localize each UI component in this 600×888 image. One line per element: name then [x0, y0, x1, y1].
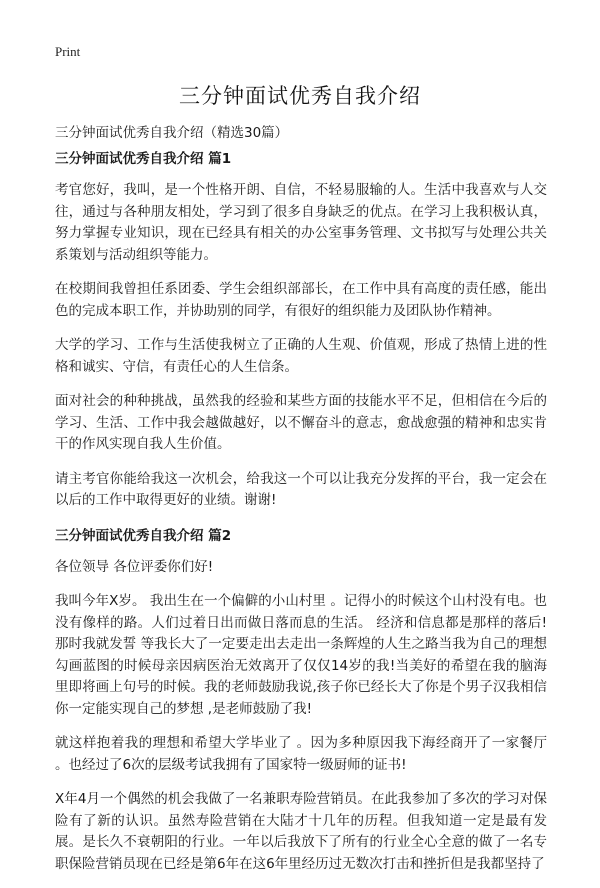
document-body	[55, 148, 547, 888]
paragraph: X年4月一个偶然的机会我做了一名兼职寿险营销员。在此我参加了多次的学习对保险有了新的认识。虽然寿险营销在大陆才十几年的历程。但我知道一定是最有发展。是长久不衰朝阳的行业。一年以后我放下了所有的行业全心全意的做了一名专职保险营销员现在已经是第6年在这6年里经历过无数次打击和挫折但是我都坚持了	[55, 791, 547, 872]
paragraph: 就这样抱着我的理想和希望大学毕业了 。因为多种原因我下海经商开了一家餐厅 。也经过了6次的层级考试我拥有了国家特一级厨师的证书!	[55, 735, 547, 773]
page-subtitle: 三分钟面试优秀自我介绍（精选30篇）	[55, 125, 289, 141]
paragraph: 各位领导 各位评委你们好!	[55, 558, 214, 575]
paragraph: 我叫今年X岁。 我出生在一个偏僻的小山村里 。记得小的时候这个山村没有电。也没有像样的路。人们过着日出而做日落而息的生活。 经济和信息都是那样的落后!那时我就发誓 等我长大了一定要走出去走出一条辉煌的人生之路当我为自己的理想勾画蓝图的时候母亲因病医治无效离开了仅仅14岁的我!当美好的希望在我的脑海里即将画上句号的时候。我的老师鼓励我说,孩子你已经长大了你是个男子汉我相信你一定能实现自己的梦想 ,是老师鼓励了我!	[55, 593, 547, 717]
paragraph: 面对社会的种种挑战，虽然我的经验和某些方面的技能水平不足，但相信在今后的学习、生活、工作中我会越做越好，以不懈奋斗的意志，愈战愈强的精神和忠实肯干的作风实现自我人生价值。	[55, 393, 547, 452]
section-heading: 三分钟面试优秀自我介绍 篇1	[55, 151, 232, 167]
paragraph: 在校期间我曾担任系团委、学生会组织部部长，在工作中具有高度的责任感，能出色的完成本职工作，并协助别的同学，有很好的组织能力及团队协作精神。	[55, 281, 547, 319]
page-title: 三分钟面试优秀自我介绍	[179, 84, 421, 108]
section-heading: 三分钟面试优秀自我介绍 篇2	[55, 527, 232, 544]
paragraph: 大学的学习、工作与生活使我树立了正确的人生观、价值观，形成了热情上进的性格和诚实、守信，有责任心的人生信条。	[55, 337, 547, 375]
paragraph: 请主考官你能给我这一次机会，给我这一个可以让我充分发挥的平台，我一定会在以后的工作中取得更好的业绩。谢谢!	[55, 470, 547, 508]
paragraph: 考官您好，我叫，是一个性格开朗、自信，不轻易服输的人。生活中我喜欢与人交往，通过与各种朋友相处，学习到了很多自身缺乏的优点。在学习上我积极认真，努力掌握专业知识，现在已经具有相关的办公室事务管理、文书拟写与处理公共关系策划与活动组织等能力。	[55, 182, 547, 263]
print-link[interactable]: Print	[55, 44, 81, 59]
